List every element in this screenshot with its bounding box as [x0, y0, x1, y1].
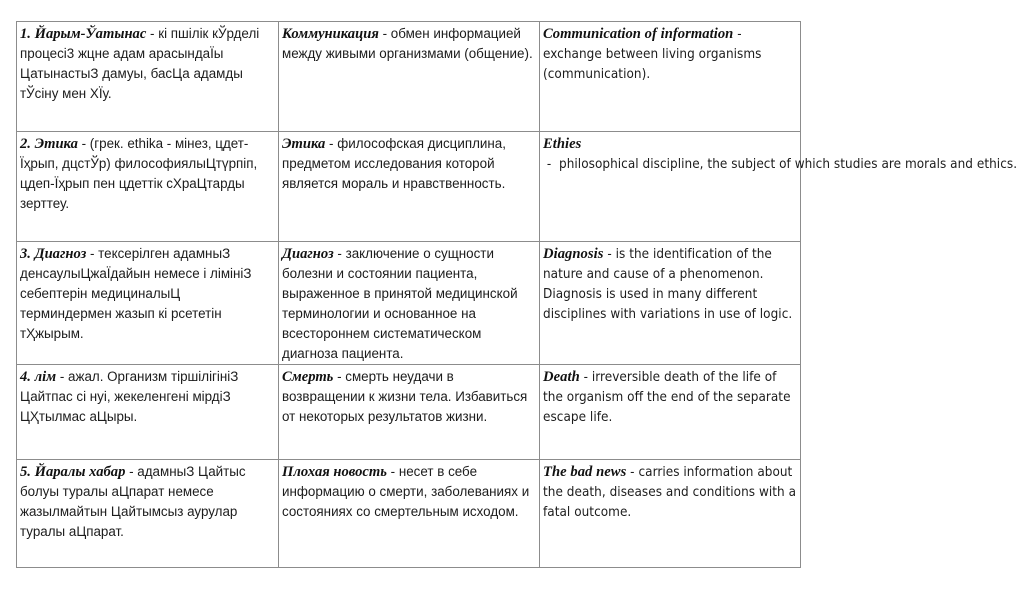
russian-definition: - заключение о сущности болезни и состоянии пациента, выраженное в принятой медицинской терминологии и основанное на всестороннем систематическом диагноза пациента.	[282, 246, 518, 361]
russian-term: Этика	[282, 136, 326, 152]
kazakh-cell	[17, 22, 279, 132]
english-term: Death	[543, 369, 580, 385]
english-cell	[540, 22, 801, 132]
russian-cell	[279, 365, 540, 460]
russian-term: Плохая новость	[282, 464, 387, 480]
kazakh-term: 1. Йарым-Ўатынас	[20, 26, 147, 42]
english-cell	[540, 132, 1017, 242]
english-definition: - carries information about the death, diseases and conditions with a fatal outcome.	[543, 465, 797, 520]
kazakh-term: 4. лім	[20, 369, 57, 385]
kazakh-definition: - кі пшілік кЎрделі процесі3 жцне адам арасындаЇы ЦатынастыЗ дамуы, басЦа адамды тЎсіну мен ХЇу.	[20, 26, 260, 101]
kazakh-term: 3. Диагноз	[20, 246, 87, 262]
table-row	[17, 242, 801, 365]
english-term: The bad news	[543, 464, 627, 480]
table-row	[17, 22, 801, 132]
kazakh-definition: - адамныЗ Цайтыс болуы туралы аЦпарат немесе жазылмайтын Цайтымсыз аурулар туралы аЦпарат.	[20, 464, 246, 539]
kazakh-cell	[17, 365, 279, 460]
english-term: Ethies	[543, 136, 582, 152]
russian-term: Коммуникация	[282, 26, 379, 42]
kazakh-cell	[17, 132, 279, 242]
russian-cell	[279, 460, 540, 568]
english-definition: - irreversible death of the life of the organism off the end of the separate escape life.	[543, 370, 791, 425]
table-row	[17, 132, 801, 242]
russian-cell	[279, 22, 540, 132]
russian-cell	[279, 132, 540, 242]
english-cell	[540, 460, 801, 568]
table-row	[17, 365, 801, 460]
russian-definition: - несет в себе информацию о смерти, заболеваниях и состояниях со смертельным исходом.	[282, 464, 530, 519]
kazakh-term: 5. Йаралы хабар	[20, 464, 126, 480]
kazakh-term: 2. Этика	[20, 136, 78, 152]
glossary-table	[16, 21, 1017, 568]
russian-definition: - философская дисциплина, предметом исследования которой является мораль и нравственность.	[282, 136, 506, 191]
english-term: Communication of information	[543, 26, 734, 42]
russian-definition: - обмен информацией между живыми организмами (общение).	[282, 26, 533, 61]
kazakh-cell	[17, 460, 279, 568]
english-definition: - philosophical discipline, the subject of which studies are morals and ethics.	[543, 157, 1017, 172]
russian-term: Смерть	[282, 369, 334, 385]
russian-term: Диагноз	[282, 246, 334, 262]
english-cell	[540, 365, 801, 460]
russian-cell	[279, 242, 540, 365]
english-definition: - is the identification of the nature and cause of a phenomenon. Diagnosis is used in many different disciplines with variations in use of logic.	[543, 247, 793, 322]
english-term: Diagnosis	[543, 246, 604, 262]
kazakh-definition: - тексерілген адамныЗ денсаулыЦжаЇдайын немесе і лімініЗ себептерін медициналыЦ терминдермен жазып кі рсететін тҲжырым.	[20, 246, 252, 341]
english-definition: - exchange between living organisms (communication).	[543, 27, 762, 82]
kazakh-cell	[17, 242, 279, 365]
kazakh-definition: - ажал. Организм тіршілігініЗ Цайтпас сі нуі, жекеленгені мірдіЗ ЦҲтылмас аЦыры.	[20, 369, 239, 424]
english-cell	[540, 242, 801, 365]
russian-definition: - смерть неудачи в возвращении к жизни тела. Избавиться от некоторых результатов жизни.	[282, 369, 528, 424]
kazakh-definition: - (грек. ethika - мінез, цдет-Їҳрып, дцстЎр) философиялыЦтүрпіп, цдеп-Їҳрып пен цдеттік сХраЦтарды зерттеу.	[20, 136, 258, 211]
table-row	[17, 460, 801, 568]
